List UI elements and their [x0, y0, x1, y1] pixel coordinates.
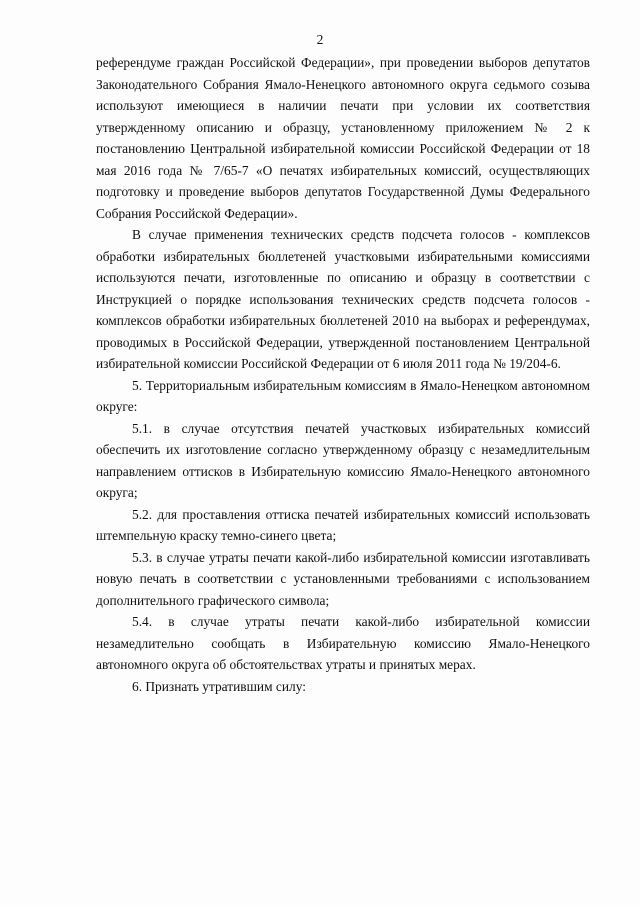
paragraph-item-5-2: 5.2. для проставления оттиска печатей избирательных комиссий использовать штемпельную краску темно-синего цвета;	[96, 506, 590, 543]
paragraph-item-5-4: 5.4. в случае утраты печати какой-либо избирательной комиссии незамедлительно сообщать в Избирательную комиссию Ямало-Ненецкого автономного округа об обстоятельствах утраты и принятых мерах.	[96, 614, 590, 672]
page-number: 2	[316, 32, 324, 47]
paragraph-item-5-1: 5.1. в случае отсутствия печатей участковых избирательных комиссий обеспечить их изготовление согласно утвержденному образцу с незамедлительным направлением оттисков в Избирательную комиссию Ямало-Ненецкого автономного округа;	[96, 420, 590, 500]
paragraph-continuation: референдуме граждан Российской Федерации», при проведении выборов депутатов Законодательного Собрания Ямало-Ненецкого автономного округа седьмого созыва используют имеющиеся в наличии печати при условии их соответствия утвержденному описанию и образцу, установленному приложением № 2 к постановлению Центральной избирательной комиссии Российской Федерации от 18 мая 2016 года № 7/65-7 «О печатях избирательных комиссий, осуществляющих подготовку и проведение выборов депутатов Государственной Думы Федерального Собрания Российской Федерации».	[96, 55, 590, 221]
paragraph-item-6: 6. Признать утратившим силу:	[132, 678, 306, 694]
document-body	[96, 52, 590, 697]
paragraph-item-5: 5. Территориальным избирательным комиссиям в Ямало-Ненецком автономном округе:	[96, 377, 590, 414]
paragraph-item-5-3: 5.3. в случае утраты печати какой-либо избирательной комиссии изготавливать новую печать в соответствии с установленными требованиями с использованием дополнительного графического символа;	[96, 549, 590, 608]
paragraph-technical-means: В случае применения технических средств подсчета голосов - комплексов обработки избирательных бюллетеней участковыми избирательными комиссиями используются печати, изготовленные по описанию и образцу в соответствии с Инструкцией о порядке использования технических средств подсчета голосов - комплексов обработки избирательных бюллетеней 2010 на выборах и референдумах, проводимых в Российской Федерации, утвержденной постановлением Центральной избирательной комиссии Российской Федерации от 6 июля 2011 года № 19/204-6.	[96, 227, 590, 371]
